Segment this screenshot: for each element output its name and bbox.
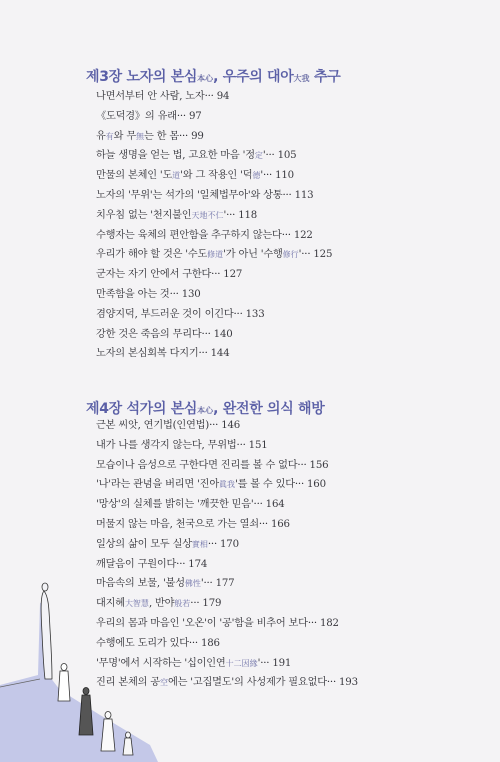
toc-page-number: 166 [270,518,290,530]
toc-leader: ··· [233,308,243,320]
toc-leader: ··· [260,657,270,669]
toc-leader: ··· [209,420,219,431]
toc-entry[interactable] [96,305,332,325]
toc-leader: ··· [211,269,221,281]
toc-leader: ··· [176,558,186,570]
toc-entry[interactable] [96,146,332,166]
toc-page-number: 191 [272,657,292,669]
toc-leader: ··· [258,518,268,530]
toc-entry[interactable] [96,515,358,535]
toc-leader: ··· [294,479,305,491]
toc-page-number: 130 [181,288,201,300]
toc-entry-text: 우리의 몸과 마음인 '오온'이 '공'함을 비추어 보다 [96,617,308,629]
hanja-gloss: 般若 [174,599,191,609]
hanja-gloss: 十二因緣 [225,658,258,668]
toc-page-number: 170 [220,538,239,550]
chapter-3-title: 제3장 노자의 본심本心, 우주의 대아大我 추구 [86,69,341,85]
toc-entry-text: 수행자는 육체의 편안함을 추구하지 않는다 [96,229,282,241]
toc-page-number: 125 [313,249,333,261]
toc-page-number: 99 [191,130,204,142]
toc-entry-text: 겸양지덕, 부드러운 것이 이긴다 [96,308,234,320]
toc-entry-text: 강한 것은 죽음의 무리다 [96,328,202,340]
toc-entry[interactable] [96,555,358,575]
illustration-panel [0,601,158,762]
toc-entry-text: 치우침 없는 '천지불인天地不仁' [96,209,227,221]
toc-leader: ··· [297,459,307,471]
hanja-gloss: 道 [172,171,181,181]
toc-entry[interactable] [96,166,332,186]
toc-page-number: 94 [216,91,230,102]
toc-entry[interactable] [96,127,332,147]
toc-entry-text: 깨달음이 구원이다 [96,558,177,570]
toc-leader: ··· [326,677,336,689]
toc-entry-text: 나면서부터 안 사람, 노자 [96,91,205,102]
toc-page-number: 164 [265,499,285,511]
toc-leader: ··· [207,538,218,550]
hanja-gloss: 空 [159,678,168,688]
toc-page-number: 160 [307,479,326,491]
toc-entry[interactable] [96,186,332,206]
pilgrims-illustration [0,575,170,762]
toc-leader: ··· [301,249,311,261]
toc-entry[interactable] [96,344,332,364]
toc-entry-text: 근본 씨앗, 연기법(인연법) [96,420,210,431]
toc-entry-text: 유有와 무無는 한 몸 [96,130,179,142]
toc-entry-text: 수행에도 도리가 있다 [96,637,189,649]
toc-leader: ··· [253,499,263,511]
toc-entry[interactable] [96,535,358,555]
hanja-gloss: 實相 [191,539,208,549]
hanja-gloss: 德 [252,171,261,181]
figure-white [58,664,70,702]
toc-leader: ··· [190,598,200,610]
toc-entry[interactable] [96,206,332,226]
toc-entry-text: '무명'에서 시작하는 '십이인연十二因緣' [96,657,261,669]
toc-page-number: 127 [223,269,243,281]
toc-leader: ··· [198,348,208,360]
hanja-gloss: 天地不仁 [191,210,224,220]
toc-entry[interactable] [96,245,332,265]
toc-entry-text: 만족함을 아는 것 [96,288,170,300]
toc-entry[interactable] [96,226,332,246]
toc-leader: ··· [176,110,186,122]
toc-leader: ··· [236,439,246,451]
toc-page-number: 113 [294,189,314,201]
hanja-gloss: 大智慧 [124,599,149,609]
toc-page-number: 110 [275,170,294,182]
toc-page-number: 140 [213,328,233,340]
toc-entry-text: '망상'의 실체를 밝히는 '깨끗한 믿음' [96,499,254,511]
toc-page-number: 122 [293,229,313,241]
toc-entry-text: 만물의 본체인 '도道'와 그 작용인 '덕德' [96,170,263,182]
toc-page-number: 105 [277,150,297,162]
toc-leader: ··· [226,209,236,221]
toc-entry-text: 군자는 자기 안에서 구한다 [96,269,212,281]
toc-entry[interactable] [96,495,358,515]
hanja-gloss: 佛性 [184,579,201,589]
toc-entry[interactable] [96,436,358,456]
toc-entry[interactable] [96,416,358,436]
toc-leader: ··· [178,130,189,142]
toc-page-number: 133 [245,308,265,320]
toc-entry-text: 마음속의 보물, '불성佛性' [96,578,204,590]
figure-dark [79,688,93,736]
toc-leader: ··· [169,288,179,300]
hanja-gloss: 大我 [293,74,310,83]
toc-page-number: 151 [248,439,268,451]
toc-leader: ··· [188,637,198,649]
toc-page-number: 182 [319,617,339,629]
hanja-gloss: 修行 [282,250,299,260]
toc-leader: ··· [262,170,273,182]
toc-entry-text: 머물지 않는 마음, 천국으로 가는 열쇠 [96,518,259,530]
toc-entry-text: 모습이나 음성으로 구한다면 진리를 볼 수 없다 [96,459,298,471]
toc-entry-text: 내가 나를 생각지 않는다, 무위법 [96,439,237,451]
toc-page-number: 144 [210,348,230,360]
toc-page-number: 193 [339,677,358,689]
toc-page-number: 146 [221,420,241,431]
toc-page-number: 177 [215,578,235,590]
toc-leader: ··· [204,91,214,102]
hanja-gloss: 修道 [207,250,224,260]
toc-entry-text: 대지혜大智慧, 반야般若 [96,598,191,610]
toc-page-number: 156 [309,459,329,471]
toc-entry[interactable] [96,325,332,345]
toc-page-number: 97 [188,110,202,122]
toc-leader: ··· [282,189,292,201]
toc-entry-text: '나'라는 관념을 버리면 '진아眞我'를 볼 수 있다 [96,479,295,491]
chapter-4-title: 제4장 석가의 본심本心, 완전한 의식 해방 [86,401,325,417]
hanja-gloss: 定 [254,151,263,161]
toc-entry-text: 《도덕경》의 유래 [96,110,177,122]
toc-leader: ··· [265,150,275,162]
toc-entry-text: 노자의 본심회복 다지기 [96,348,199,360]
toc-page-number: 174 [188,558,208,570]
toc-entry[interactable] [96,87,332,107]
toc-entry-text: 하늘 생명을 얻는 법, 고요한 마음 '정定' [96,150,266,162]
toc-page-number: 179 [202,598,222,610]
toc-entry[interactable] [96,475,358,495]
toc-leader: ··· [281,229,291,241]
toc-entry-text: 우리가 해야 할 것은 '수도修道'가 아닌 '수행修行' [96,249,302,261]
toc-entry[interactable] [96,265,332,285]
toc-leader: ··· [307,617,317,629]
chapter-3-entries [96,87,332,364]
toc-entry-text: 진리 본체의 공空에는 '고집멸도'의 사성제가 필요없다 [96,677,327,689]
toc-page-number: 186 [200,637,220,649]
toc-entry[interactable] [96,107,332,127]
hanja-gloss: 本心 [197,406,214,415]
toc-page-number: 118 [238,209,258,221]
toc-leader: ··· [201,328,211,340]
hanja-gloss: 有 [105,131,114,141]
toc-entry[interactable] [96,456,358,476]
hanja-gloss: 眞我 [218,480,235,490]
toc-entry-text: 일상의 삶이 모두 실상實相 [96,538,208,550]
toc-leader: ··· [203,578,213,590]
toc-entry[interactable] [96,285,332,305]
hanja-gloss: 本心 [197,74,214,83]
toc-entry-text: 노자의 '무위'는 석가의 '일체법무아'와 상통 [96,189,283,201]
hanja-gloss: 無 [135,131,144,141]
